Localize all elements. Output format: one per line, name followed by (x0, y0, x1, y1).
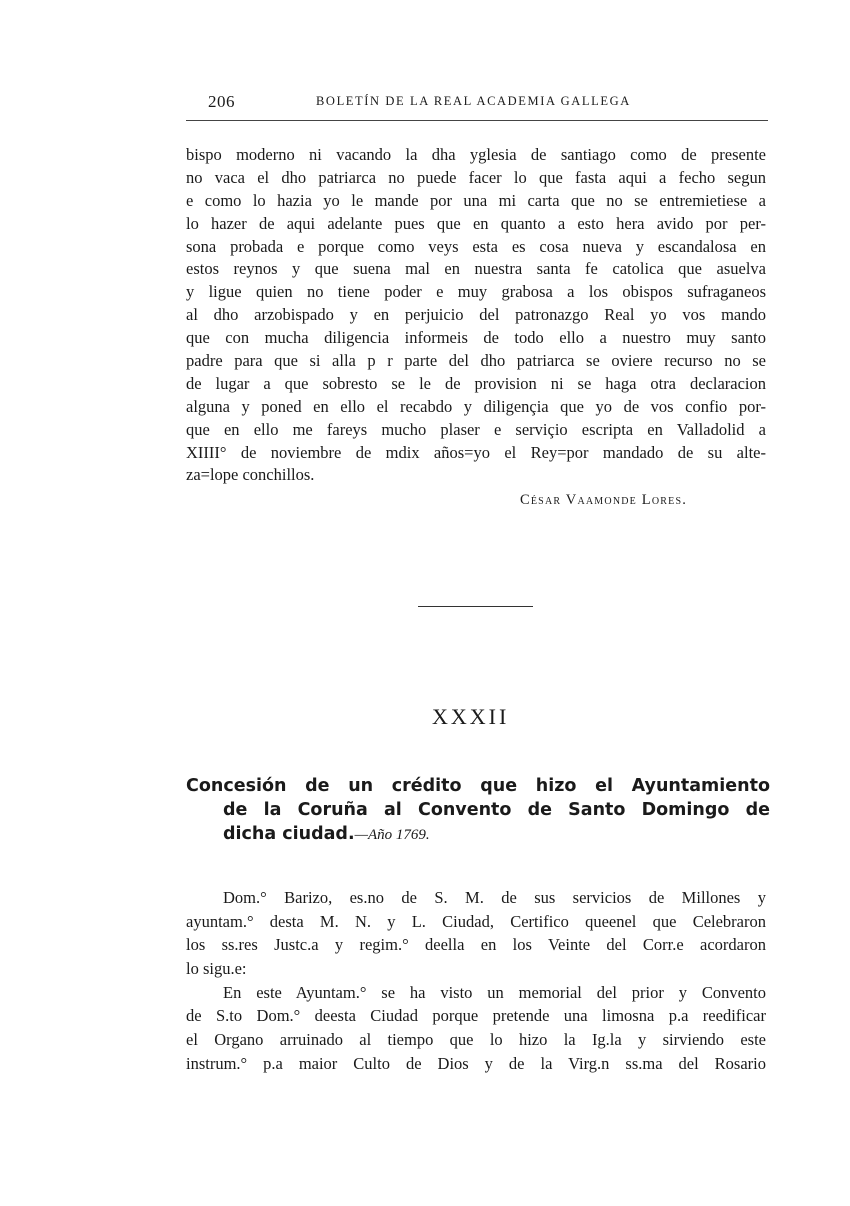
text-line: el Organo arruinado al tiempo que lo hizo la Ig.la y sirviendo este (186, 1030, 766, 1050)
text-line: de lugar a que sobresto se le de provision ni se haga otra declaracion (186, 373, 766, 393)
section-body-text (186, 886, 766, 1076)
text-line: sona probada e porque como veys esta es cosa nueva y escandalosa en (186, 236, 766, 256)
text-line: bispo moderno ni vacando la dha yglesia de santiago como de presente (186, 145, 766, 164)
text-line: En este Ayuntam.° se ha visto un memorial del prior y Convento (223, 982, 766, 1002)
text-line: instrum.° p.a maior Culto de Dios y de la Virg.n ss.ma del Rosario (186, 1053, 766, 1073)
signature: César Vaamonde Lores. (520, 492, 688, 508)
text-line: za=lope conchillos. (186, 465, 315, 485)
section-heading (186, 774, 770, 846)
text-line: al dho arzobispado y en perjuicio del patronazgo Real yo vos mando (186, 305, 766, 325)
text-line: padre para que si alla p r parte del dho patriarca se oviere recurso no se (186, 351, 766, 371)
text-line: que con mucha diligencia informeis de todo ello a nuestro muy santo (186, 328, 766, 348)
text-line: los ss.res Justc.a y regim.° deella en los Veinte del Corr.e acordaron (186, 935, 766, 955)
text-line: de S.to Dom.° deesta Ciudad porque pretende una limosna p.a reedificar (186, 1006, 766, 1026)
document-text-block (186, 144, 766, 487)
heading-line: Concesión de un crédito que hizo el Ayuntamiento (186, 776, 770, 796)
text-line: XIIII° de noviembre de mdix años=yo el Rey=por mandado de su alte- (186, 442, 766, 462)
text-line: Dom.° Barizo, es.no de S. M. de sus servicios de Millones y (223, 888, 766, 907)
text-line: lo hazer de aqui adelante pues que en quanto a esto hera avido por per- (186, 213, 766, 233)
text-line: que en ello me fareys mucho plaser e serviçio escripta en Valladolid a (186, 419, 766, 439)
section-number: XXXII (432, 704, 510, 729)
running-header (186, 92, 766, 118)
running-title: BOLETÍN DE LA REAL ACADEMIA GALLEGA (316, 94, 631, 108)
section-divider (418, 606, 533, 607)
text-line: no vaca el dho patriarca no puede facer lo que fasta aqui a fecho segun (186, 167, 766, 187)
text-line: alguna y poned en ello el recabdo y diligençia que yo de vos confio por- (186, 396, 766, 416)
heading-line: de la Coruña al Convento de Santo Domingo de (223, 800, 770, 820)
text-line: e como lo hazia yo le mande por una mi carta que no se entremietiese a (186, 190, 766, 210)
header-rule (186, 120, 768, 121)
heading-year: —Año 1769. (354, 827, 430, 843)
heading-line-final (186, 822, 770, 846)
text-line: lo sigu.e: (186, 959, 247, 979)
text-line: ayuntam.° desta M. N. y L. Ciudad, Certifico queenel que Celebraron (186, 911, 766, 931)
page-number: 206 (208, 92, 235, 111)
text-line: y ligue quien no tiene poder e muy grabosa a los obispos sufraganeos (186, 282, 766, 302)
text-line: estos reynos y que suena mal en nuestra santa fe catolica que asuelva (186, 259, 766, 279)
heading-line-text: dicha ciudad. (223, 824, 355, 844)
